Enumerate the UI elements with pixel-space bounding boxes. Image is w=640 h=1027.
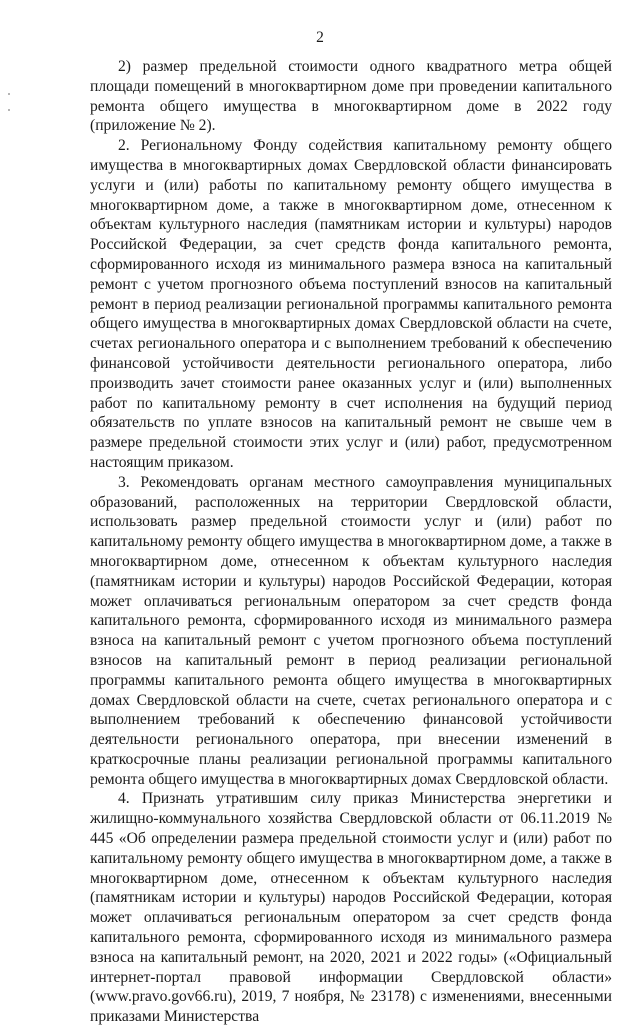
document-body: [90, 57, 612, 1027]
paragraph-item-2-limit-cost: 2) размер предельной стоимости одного квадратного метра общей площади помещений в многоквартирном доме при проведении капитального ремонта общего имущества в многоквартирном доме в 2022 году (приложение № 2).: [90, 58, 612, 135]
paragraph-3-recommendation: 3. Рекомендовать органам местного самоуправления муниципальных образований, расположенных на территории Свердловской области, использовать размер предельной стоимости услуг и (или) работ по капитальному ремонту общего имущества в многоквартирном доме, а также в многоквартирном доме, отнесенном к объектам культурного наследия (памятникам истории и культуры) народов Российской Федерации, которая может оплачиваться региональным оператором за счет средств фонда капитального ремонта, сформированного исходя из минимального размера взноса на капитальный ремонт с учетом прогнозного объема поступлений взносов на капитальный ремонт в период реализации региональной программы капитального ремонта общего имущества в многоквартирных домах Свердловской области на счете, счетах регионального оператора и с выполнением требований к обеспечению финансовой устойчивости деятельности регионального оператора, при внесении изменений в краткосрочные планы реализации региональной программы капитального ремонта общего имущества в многоквартирных домах Свердловской области.: [90, 473, 612, 788]
scan-speck: [8, 109, 10, 111]
paragraph-2-regional-fund: 2. Региональному Фонду содействия капитальному ремонту общего имущества в многоквартирных домах Свердловской области финансировать услуги и (или) работы по капитальному ремонту общего имущества в многоквартирном доме, а также в многоквартирном доме, отнесенном к объектам культурного наследия (памятникам истории и культуры) народов Российской Федерации, за счет средств фонда капитального ремонта, сформированного исходя из минимального размера взноса на капитальный ремонт с учетом прогнозного объема поступлений взносов на капитальный ремонт в период реализации региональной программы капитального ремонта общего имущества в многоквартирных домах Свердловской области на счете, счетах регионального оператора и с выполнением требований к обеспечению финансовой устойчивости деятельности регионального оператора, либо производить зачет стоимости ранее оказанных услуг и (или) выполненных работ по капитальному ремонту в счет исполнения на будущий период обязательств по уплате взносов на капитальный ремонт не свыше чем в размере предельной стоимости этих услуг и (или) работ, предусмотренном настоящим приказом.: [90, 137, 612, 471]
paragraph-4-repeal-order: 4. Признать утратившим силу приказ Министерства энергетики и жилищно-коммунального хозяйства Свердловской области от 06.11.2019 № 445 «Об определении размера предельной стоимости услуг и (или) работ по капитальному ремонту общего имущества в многоквартирном доме, а также в многоквартирном доме, отнесенном к объектам культурного наследия (памятникам истории и культуры) народов Российской Федерации, которая может оплачиваться региональным оператором за счет средств фонда капитального ремонта, сформированного исходя из минимального размера взноса на капитальный ремонт, на 2020, 2021 и 2022 годы» («Официальный интернет-портал правовой информации Свердловской области» (www.pravo.gov66.ru), 2019, 7 ноября, № 23178) с изменениями, внесенными приказами Министерства: [90, 790, 612, 1026]
page-number: 2: [316, 29, 324, 46]
scan-speck: [8, 93, 10, 95]
